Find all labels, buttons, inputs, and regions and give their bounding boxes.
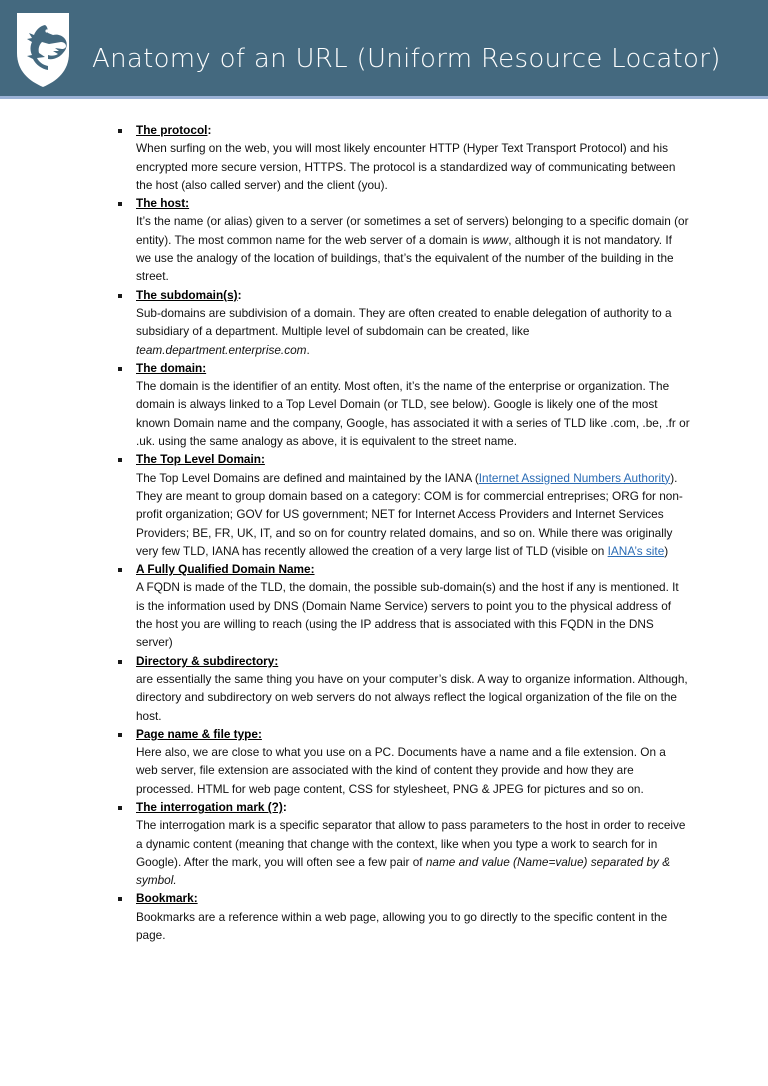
section-heading-text: The domain: — [136, 360, 207, 375]
section-heading — [136, 286, 690, 304]
square-bullet-icon — [118, 568, 122, 572]
section-heading-text: The subdomain(s) — [136, 287, 238, 302]
section-heading-text: The host: — [136, 196, 190, 211]
section-heading — [136, 889, 690, 907]
section-heading-text: A Fully Qualified Domain Name: — [136, 562, 315, 577]
body-text-part: Sub-domains are subdivision of a domain. They are often created to enable delegation of authority to a subsidiary of a department. Multiple level of subdomain can be created, like — [136, 305, 672, 339]
body-text-part: ) — [664, 543, 669, 558]
square-bullet-icon — [118, 660, 122, 664]
body-emphasis: www — [482, 232, 509, 247]
iana-site-link[interactable]: IANA’s site — [607, 543, 665, 558]
square-bullet-icon — [118, 806, 122, 810]
body-emphasis: team.department.enterprise.com — [136, 342, 307, 357]
list-item — [103, 889, 690, 944]
section-body — [136, 469, 690, 560]
document-content-area — [0, 99, 768, 944]
list-item — [103, 121, 690, 194]
section-heading — [136, 652, 690, 670]
section-heading — [136, 798, 690, 816]
list-item — [103, 359, 690, 450]
section-heading — [136, 450, 690, 468]
section-heading-suffix: : — [237, 287, 242, 302]
list-item — [103, 652, 690, 725]
section-body: When surfing on the web, you will most likely encounter HTTP (Hyper Text Transport Protocol) and his encrypted more secure version, HTTPS. The protocol is a standardized way of communicating between the host (also called server) and the client (you). — [136, 141, 676, 192]
section-heading — [136, 725, 690, 743]
square-bullet-icon — [118, 733, 122, 737]
section-body: The domain is the identifier of an entity. Most often, it’s the name of the enterprise or organization. The domain is always linked to a Top Level Domain (or TLD, see below). Google is likely one of the most known Domain name and the company, Google, has associated it with a series of TLD like .com, .be, .fr or .uk. using the same analogy as above, it is equivalent to the street name. — [136, 379, 690, 449]
section-heading — [136, 359, 690, 377]
list-item — [103, 725, 690, 798]
page-title: Anatomy of an URL (Uniform Resource Locator) — [92, 44, 721, 74]
section-body — [136, 816, 690, 889]
section-heading-text: Bookmark: — [136, 891, 198, 906]
body-text-part: . — [306, 342, 310, 357]
section-heading-suffix: : — [207, 123, 212, 137]
section-body: are essentially the same thing you have on your computer’s disk. A way to organize information. Although, directory and subdirectory on web servers do not always reflect the logical organization of the file on the host. — [136, 671, 688, 723]
list-item — [103, 194, 690, 285]
section-heading-text: Page name & file type: — [136, 726, 262, 741]
body-text-part: ). They are meant to group domain based on a category: COM is for commercial entreprises; ORG for non-profit organization; GOV for US government; NET for Internet Access Providers and Internet Services Providers; BE, FR, UK, IT, and so on for country related domains, and so on. While there was originally very few TLD, IANA has recently allowed the creation of a very large list of TLD (visible on — [136, 470, 683, 558]
section-body: A FQDN is made of the TLD, the domain, the possible sub-domain(s) and the host if any is mentioned. It is the information used by DNS (Domain Name Service) servers to point you to the physical address of the host you are willing to reach (using the IP address that is associated with this FQDN in the DNS server) — [136, 580, 679, 650]
url-parts-list — [103, 121, 690, 944]
list-item — [103, 286, 690, 359]
list-item — [103, 560, 690, 651]
list-item — [103, 798, 690, 889]
body-text-part: , although it is not mandatory. If we use the analogy of the location of buildings, that’s the equivalent of the number of the building in the street. — [136, 232, 674, 284]
square-bullet-icon — [118, 294, 122, 298]
section-body — [136, 212, 690, 285]
section-heading-text: The protocol — [136, 123, 208, 137]
body-text-part: The Top Level Domains are defined and maintained by the IANA ( — [136, 470, 479, 485]
list-item — [103, 450, 690, 560]
section-body: Here also, we are close to what you use on a PC. Documents have a name and a file extension. On a web server, file extension are associated with the kind of content they provide and how they are processed. HTML for web page content, CSS for stylesheet, PNG & JPEG for pictures and so on. — [136, 745, 666, 796]
section-heading-text: The interrogation mark (?) — [136, 799, 283, 814]
dragon-head-shield-logo — [15, 9, 71, 89]
section-heading — [136, 194, 690, 212]
square-bullet-icon — [118, 458, 122, 462]
section-heading-suffix: : — [282, 799, 287, 814]
section-heading — [136, 121, 690, 139]
body-text-part: It’s the name (or alias) given to a server (or sometimes a set of servers) belonging to a specific domain (or entity). The most common name for the web server of a domain is — [136, 214, 689, 247]
header-divider-rule — [0, 96, 768, 99]
section-heading-text: Directory & subdirectory: — [136, 653, 279, 668]
square-bullet-icon — [118, 129, 122, 133]
body-emphasis: name and value (Name=value) separated by & symbol. — [136, 854, 671, 888]
section-heading — [136, 560, 690, 578]
square-bullet-icon — [118, 202, 122, 206]
document-header-banner — [0, 0, 768, 96]
section-body: Bookmarks are a reference within a web page, allowing you to go directly to the specific content in the page. — [136, 909, 668, 943]
iana-full-name-link[interactable]: Internet Assigned Numbers Authority — [478, 470, 671, 485]
square-bullet-icon — [118, 897, 122, 901]
section-heading-text: The Top Level Domain: — [136, 452, 265, 467]
body-text-part: The interrogation mark is a specific separator that allow to pass parameters to the host in order to receive a dynamic content (meaning that change with the context, like when you type a work to search for in Google). After the mark, you will often see a few pair of — [136, 818, 686, 869]
square-bullet-icon — [118, 367, 122, 371]
section-body — [136, 304, 690, 359]
